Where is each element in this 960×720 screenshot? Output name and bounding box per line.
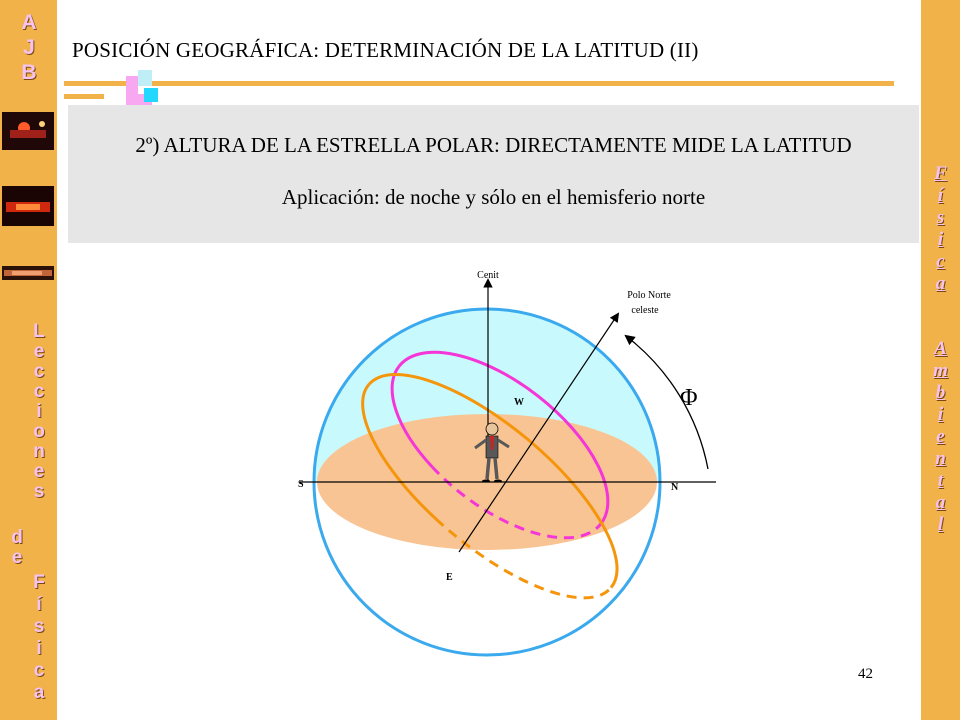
vertical-letter: i	[937, 229, 944, 250]
north-label: N	[671, 482, 679, 493]
latitude-symbol: Φ	[680, 385, 698, 411]
vertical-letter: n	[935, 448, 946, 469]
vertical-letter: a	[935, 273, 946, 294]
logo-letter: A	[21, 11, 37, 34]
vertical-letter: i	[937, 404, 944, 425]
vertical-letter: F	[934, 163, 947, 184]
vertical-letter: A	[934, 338, 947, 359]
vertical-letter: L	[33, 321, 45, 342]
vertical-letter: c	[33, 660, 45, 681]
vertical-letter: e	[33, 341, 45, 362]
vertical-letter: i	[36, 401, 42, 422]
logo-letter: J	[23, 36, 35, 59]
vertical-letter: e	[11, 547, 23, 568]
vertical-letter: m	[933, 360, 948, 381]
logo-letter: B	[21, 61, 37, 84]
vertical-letter: o	[33, 421, 45, 442]
south-label: S	[298, 479, 304, 490]
pole-label-line2: celeste	[631, 305, 659, 316]
west-label: W	[514, 397, 524, 408]
vertical-letter: b	[935, 382, 946, 403]
vertical-letter: F	[33, 572, 45, 593]
vertical-letter: í	[36, 594, 42, 615]
slide-subheading: Aplicación: de noche y sólo en el hemisferio norte	[281, 185, 706, 209]
east-label: E	[446, 572, 453, 583]
vertical-letter: c	[33, 381, 45, 402]
vertical-letter: n	[33, 441, 45, 462]
vertical-letter: e	[936, 426, 945, 447]
zenith-label: Cenit	[477, 270, 499, 281]
vertical-letter: l	[937, 514, 944, 535]
vertical-letter: i	[36, 638, 42, 659]
vertical-letter: e	[33, 461, 45, 482]
vertical-letter: s	[33, 481, 45, 502]
vertical-letter: a	[33, 682, 45, 703]
vertical-letter: a	[935, 492, 946, 513]
vertical-letter: c	[33, 361, 45, 382]
vertical-letter: s	[936, 207, 945, 228]
pole-label-line1: Polo Norte	[627, 290, 671, 301]
slide-title: POSICIÓN GEOGRÁFICA: DETERMINACIÓN DE LA LATITUD (II)	[72, 38, 699, 62]
vertical-letter: c	[936, 251, 945, 272]
vertical-letter: s	[33, 616, 45, 637]
page-number: 42	[858, 666, 873, 682]
vertical-letter: t	[937, 470, 944, 491]
vertical-letter: d	[11, 527, 23, 548]
vertical-letter: í	[937, 185, 944, 206]
slide-heading: 2º) ALTURA DE LA ESTRELLA POLAR: DIRECTAMENTE MIDE LA LATITUD	[135, 133, 852, 157]
